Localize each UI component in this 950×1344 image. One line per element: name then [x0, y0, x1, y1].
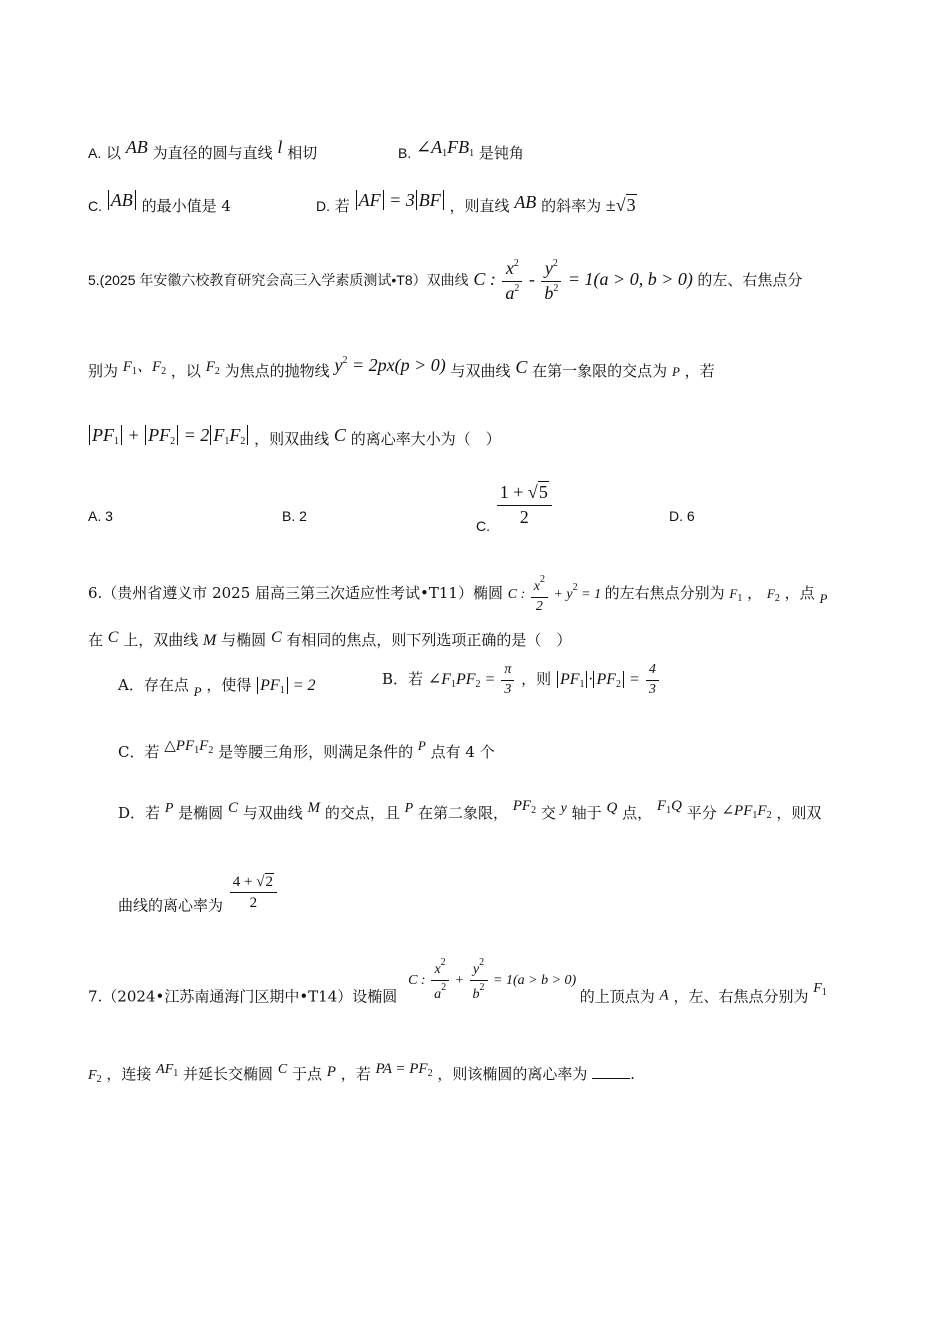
- q6-option-b: B．若 $\angle F_1PF_2$ = $\frac{\pi}{3}$ ，则 $PF_1 \cdot PF_2$ = $\frac{4}{3}$: [382, 662, 661, 699]
- q7-line2: $F_2$ ，连接 $AF_1$ 并延长交椭圆 C 于点 P ，若 PA = $PF_2$ ，则该椭圆的离心率为 .: [88, 1061, 635, 1085]
- q6-option-a: A．存在点 P ，使得 $PF_1 = 2$: [118, 676, 316, 699]
- q6-option-d-cont: 曲线的离心率为 $\frac{4 + √2}{2}$: [118, 873, 279, 915]
- q4-option-a: A. 以 AB 为直径的圆与直线 l 相切: [88, 137, 318, 162]
- math-l: l: [277, 137, 283, 157]
- q5-option-d: D. 6: [669, 508, 695, 524]
- q7-line1: 7.（2024•江苏南通海门区期中•T14）设椭圆 C : $\frac{x^2}{a^2}$ + $\frac{y^2}{b^2}$ = 1(a > b > 0) 的上顶点为 A ，左、右焦点分别为 $F_1$: [88, 957, 827, 1006]
- math-parabola: $y^2 = 2px(p > 0)$: [334, 355, 446, 375]
- math-frac-1-sqrt5-2: $\frac{1 + √5}{2}$: [497, 482, 552, 528]
- q4-option-c: C. AB 的最小值是 4: [88, 190, 231, 215]
- math-hyperbola: C : $\frac{x^2}{a^2}$ - $\frac{y^2}{b^2}$ = 1(a > 0, b > 0): [473, 258, 693, 303]
- q4-option-b: B. $\angle A_1FB_1$ 是钝角: [398, 137, 524, 162]
- math-ellipse: C : $\frac{x^2}{2}$ + $y^2 = 1$: [507, 574, 602, 614]
- math-angle-a1fb1: $\angle A_1FB_1$: [416, 137, 475, 159]
- answer-blank[interactable]: [592, 1078, 630, 1079]
- math-ab: AB: [514, 192, 537, 212]
- q6-option-d: D．若 P 是椭圆 C 与双曲线 M 的交点，且 P 在第二象限， $PF_2$ 交 y 轴于 Q 点， $F_1Q$ 平分 $\angle PF_1F_2$ ，则双: [118, 798, 822, 822]
- math-frac-4-sqrt2-2: $\frac{4 + √2}{2}$: [230, 873, 277, 912]
- q5-option-a: A. 3: [88, 508, 113, 524]
- q4-option-d: D. 若 AF = 3 BF ，则直线 AB 的斜率为 ±√3: [316, 190, 636, 215]
- math-abs-ab: AB: [107, 190, 137, 210]
- math-af-3bf: AF = 3 BF: [355, 190, 445, 210]
- math-ab: AB: [125, 137, 148, 157]
- q6-line1: 6.（贵州省遵义市 2025 届高三第三次适应性考试•T11）椭圆 C : $\frac{x^2}{2}$ + $y^2 = 1$ 的左右焦点分别为 $F_1$ ， $F_2$ ，点 P: [88, 574, 828, 614]
- math-pm-sqrt3: ±√3: [605, 195, 636, 215]
- math-condition: $PF_1 + PF_2 = 2$ $F_1F_2$: [88, 425, 249, 445]
- q6-option-c: C．若 $\triangle PF_1F_2$ 是等腰三角形，则满足条件的 P 点有 4 个: [118, 738, 495, 761]
- q5-line1: 5.(2025 年安徽六校教育研究会高三入学素质测试•T8）双曲线 C : $\frac{x^2}{a^2}$ - $\frac{y^2}{b^2}$ = 1(a > 0, b > 0) 的左、右焦点分: [88, 258, 803, 303]
- q5-line3: $PF_1 + PF_2 = 2$ $F_1F_2$ ，则双曲线 C 的离心率大小为（ ）: [88, 425, 501, 448]
- math-ellipse-7: C : $\frac{x^2}{a^2}$ + $\frac{y^2}{b^2}$ = 1(a > b > 0): [408, 957, 577, 1002]
- q5-option-b: B. 2: [282, 508, 307, 524]
- q5-line2: 别为 $F_1$、$F_2$ ，以 $F_2$ 为焦点的抛物线 $y^2 = 2px(p > 0)$ 与双曲线 C 在第一象限的交点为 P ，若: [88, 355, 715, 380]
- q5-option-c: C. $\frac{1 + √5}{2}$: [476, 482, 554, 535]
- q6-line2: 在 C 上，双曲线 M 与椭圆 C 有相同的焦点，则下列选项正确的是（ ）: [88, 629, 572, 649]
